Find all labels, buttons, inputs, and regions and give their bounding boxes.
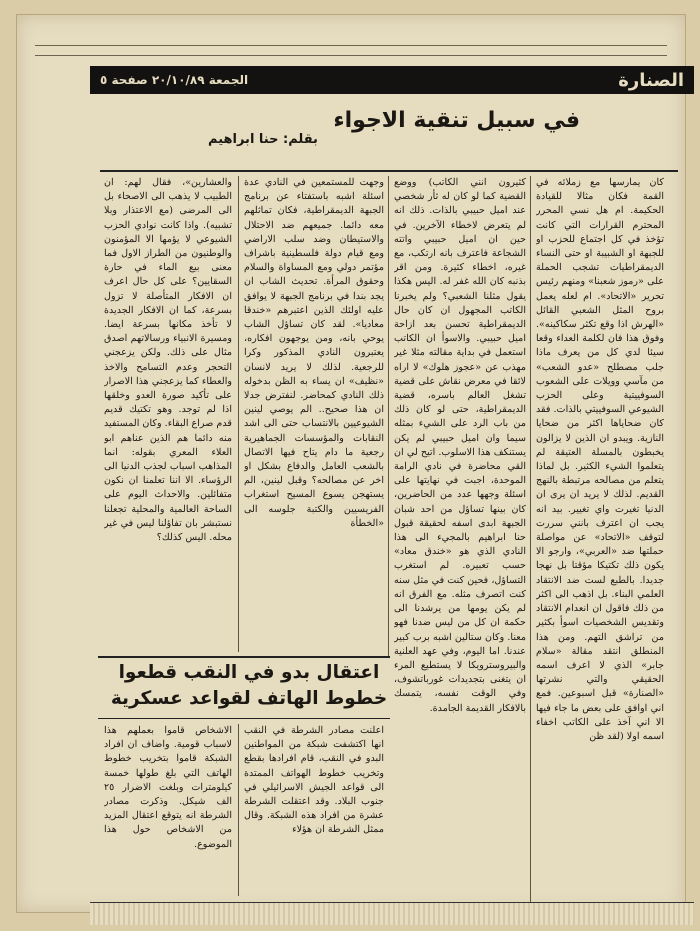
masthead [90, 66, 694, 94]
top-rule [35, 45, 667, 46]
article2-top-rule [98, 656, 390, 658]
column-divider [238, 724, 239, 896]
article-column-2: كثيرون انني الكاتب) ووضع القضية كما لو كان له ثأر شخصي عند اميل حبيبي بالذات. ذلك انه لم يتعرض لاخطاء الآخرين. في حين ان اميل حبيبي واتته الشجاعة فاعترف بانه ارتكب، مع غيره، اخطاء كثيرة. ومن اقر بذنبه كان الله غفر له. اليس هكذا يقول مثلنا الشعبي؟ ولم يخبرنا الكاتب المجهول ان كان حال الديمقراطية تحسن بعد ازاحة اميل حبيبي. والاسوأ ان الكاتب استعمل في بداية مقالته مثلا غير مهذب عن «عجوز هلوك» لا اراه لائقا في معرض نقاش على قضية تشغل العالم باسره، قضية الديمقراطية، حتى لو كان ذلك من باب الرد على الشيء بمثله سيما وان اميل حبيبي لم يكن يستنكف هذا الاسلوب. اتيح لي ان القي محاضرة في نادي الرامة الموحدة، اجبت في نهايتها على اسئلة وجهها عدد من الحاضرين، كان بينها تساؤل من احد شبان الجبهة ابدى اسفه لحقيقة قبول حنا ابراهيم بالمجيء الى هذا النادي الذي هو «خندق معاد» حسب تعبيره. لم استغرب التساؤل، فحين كنت في مثل سنه كنت اتصرف مثله. مع الفرق انه لم يكن يومها من يرشدنا الى حكمة ان كل من ليس ضدنا فهو معنا. وكان ستالين اشبه برب كبير عندنا. اما اليوم، وفي عهد العلنية والبيروسترويكا لا يستطيع المرء ان يتغنى بتجديدات غورباتشوف، وفي الوقت نفسه، يتمسك بالافكار القديمة الجامدة. [394, 177, 526, 714]
top-rule-2 [35, 55, 667, 56]
article2-column-1: اعلنت مصادر الشرطة في النقب انها اكتشفت شبكة من المواطنين البدو في النقب، قام افرادها بقطع وتخريب خطوط الهواتف الممتدة الى قواعد الجيش الاسرائيلي في جنوب البلاد. وقد اعتقلت الشرطة عشرة من افراد هذه الشبكة. وقال ممثل الشرطة ان هؤلاء [244, 725, 384, 836]
column-divider [530, 176, 531, 902]
next-clipping-edge [90, 902, 694, 925]
article2-column-2: الاشخاص قاموا بعملهم هذا لاسباب قومية. واضاف ان افراد الشبكة قاموا بتخريب خطوط الهاتف التي بلغ طولها خمسة كيلومترات وبلغت الاضرار ٢٥ الف شيكل. وذكرت مصادر الشرطة انه يتوقع اعتقال المزيد من الاشخاص حول هذا الموضوع. [104, 725, 232, 850]
dateline: الجمعة ٢٠/١٠/٨٩ صفحة ٥ [100, 73, 249, 87]
article-column-3: وجهت للمستمعين في النادي عدة اسئلة اشبه باستفتاء عن برنامج الجبهة الديمقراطية، فكان تماثلهم معه دائما. جميعهم ضد الاحتلال والاستيطان وضد سلب الاراضي ومع قيام دولة فلسطينية باشراف مؤتمر دولي ومع المساواة والسلام وحقوق المرأة. تحديث الشاب ان يجد بندا في برنامج الجبهة لا يوافق عليه اولئك الذين اعتبرهم «خندقا معاديا». لقد كان تساؤل الشاب يوحي بانه، ومن يوجهون افكاره، يعتبرون النادي المذكور وكرا للرجعية. لذلك لا يريد لانسان «نظيف» ان يساء به الظن بدخوله ذلك النادي كمحاضر. لنفترض جدلا ان هذا صحيح.. الم يوصي لينين الشيوعيين بالانتساب حتى الى اشد النقابات والمؤسسات الجماهيرية رجعية ما دام يتاح فيها الاتصال بالشعب العامل والدفاع بشكل او اخر عن مصالحه؟ وقبل لينين، الم يستهجن يسوع المسيح استغراب الفريسيين والكتبة جلوسه الى «الخطأة [244, 177, 384, 529]
column-divider [238, 176, 239, 652]
article2-headline [96, 660, 402, 712]
article2-headline-line1: اعتقال بدو في النقب قطعوا [118, 662, 380, 683]
column-divider [388, 176, 389, 656]
headline-rule [100, 170, 678, 172]
byline: بقلم: حنا ابراهيم [208, 132, 318, 147]
article-column-4: والعشارين»، فقال لهم: ان الطبيب لا يذهب الى الاصحاء بل الى المرضى (مع الاعتذار وبلا تشبيه). واذا كانت نوادي الحزب الشيوعي لا يؤمها الا المؤمنون والوطنيون من الطراز الاول فما معنى بيع الماء في حارة السقايين؟ على كل حال اعرف ان الافكار المتأصلة لا تزول بسرعة، كما ان الافكار الجديدة لا تأخذ مكانها بسرعة ايضا. ومسيرة الانبياء ورسالاتهم اصدق مثال على ذلك. ولكن يزعجني التحجر وعدم التسامح والاخذ والعطاء كما يزعجني هذا الاصرار على تأكيد صورة العدو وخلقها اذا لم توجد. وهو تكتيك قديم قدم صراع البقاء. وكان المستفيد منه دائما هم الذين عناهم ابو العلاء المعري بقوله: انما المذاهب اسباب لجذب الدنيا الى الرؤساء. الا اننا تعلمنا ان نكون متفائلين. والاحداث اليوم على الساحة العالمية والمحلية تجعلنا نستبشر بان تفاؤلنا ليس في غير محله. اليس كذلك؟ [104, 177, 232, 544]
article-headline: في سبيل تنقية الاجواء [333, 108, 580, 133]
article2-headline-line2: خطوط الهاتف لقواعد عسكرية [110, 688, 388, 709]
article-column-1: كان يمارسها مع زملائه في القمة فكان مثالا للقيادة الحكيمة. ام هل نسي المحرر المحترم القرارات التي كانت تؤخذ في كل اجتماع للحزب او للجبهة او الشبيبة او حتى النساء الديمقراطيات تشجب الحملة على «رموز شعبنا» ومنهم رئيس تحرير «الاتحاد». ام لعله يعمل بروح المثل الشعبي القائل «الهرش اذا وقع تكثر سكاكينه». وفوق هذا فان لكلمة العداء وقعا سيئا لدي كل من يعرف ماذا جلب مصطلح «عدو الشعب» من مآسي وويلات على الشعوب السوفييتية وعلى الحزب الشيوعي السوفييتي بالذات. فقد كان ضحاياها اكثر من ضحايا النازية. ويبدو ان الذين لا يزالون يخبطون بالمسلة العتيقة لم يتعلموا الشيء الكثير. بل لماذا يتعلم من مصالحه مرتبطة بالنهج القديم. لذلك لا يريد ان يرى ان الدنيا تغيرت واي تغيير. بيد انه يجب ان اعترف بانني سررت لتوقف «الاتحاد» عن مواصلة حملتها ضد «العربي»، وارجو الا يكون ذلك تكتيكا مؤقتا بل نهجا جديدا. بالطبع لست ضد الانتقاد العلمي البناء. بل اذهب الى اكثر من ذلك فاقول ان انعدام الانتقاد وتقديس الشخصيات اسوأ بكثير من تراشق التهم. ومن هذا المنطلق انتقد مقالة «سلام جابر» الذي لا اعرف اسمه الحقيقي والتي نشرتها «الصنارة» قبل اسبوعين. فمع اني اوافق على بعض ما جاء فيها الا اني آخذ على الكاتب اخفاء اسمه اولا (لقد ظن [536, 177, 664, 742]
newspaper-logo: الصنارة [618, 69, 684, 91]
article2-sub-rule [98, 718, 390, 719]
